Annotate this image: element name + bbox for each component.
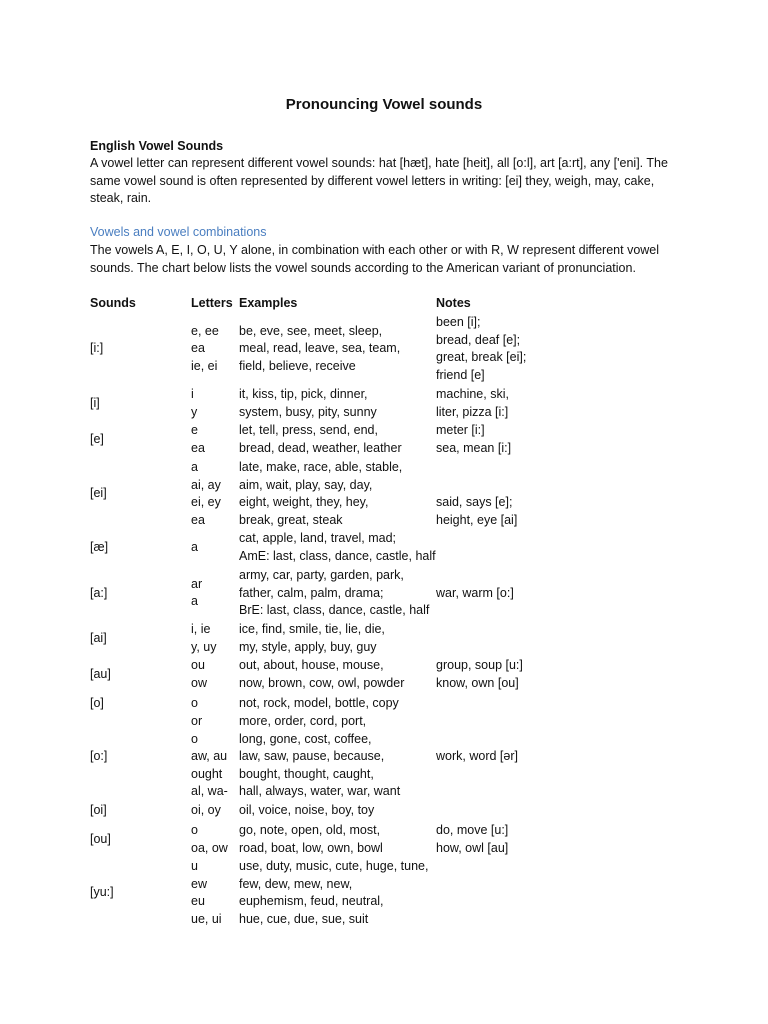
examples-cell-line: bread, dead, weather, leather	[239, 440, 402, 455]
notes-cell-line: work, word [ər]	[436, 749, 518, 763]
sound-cell	[90, 657, 111, 692]
examples-cell-line: aim, wait, play, say, day,	[239, 477, 373, 492]
letters-cell-line: oa, ow	[191, 840, 228, 855]
sound-symbol: [i:]	[90, 341, 104, 356]
table-row	[90, 621, 690, 656]
examples-cell-line: my, style, apply, buy, guy	[239, 639, 377, 654]
examples-cell	[239, 822, 383, 857]
examples-cell-line: eight, weight, they, hey,	[239, 495, 369, 509]
letters-cell	[191, 657, 207, 692]
letters-cell-line: y, uy	[191, 639, 217, 654]
notes-cell-line: group, soup [u:]	[436, 658, 523, 672]
letters-cell	[191, 323, 219, 376]
examples-cell-line: out, about, house, mouse,	[239, 658, 384, 672]
letters-cell	[191, 695, 198, 713]
sound-symbol: [i]	[90, 395, 100, 410]
letters-cell-line: a	[191, 594, 198, 609]
letters-cell-line: ai, ay	[191, 477, 221, 492]
letters-cell-line: e	[191, 423, 198, 437]
letters-cell-line: a	[191, 460, 198, 474]
notes-cell-line: sea, mean [i:]	[436, 440, 512, 455]
notes-cell-line: great, break [ei];	[436, 350, 527, 364]
examples-cell-line: road, boat, low, own, bowl	[239, 840, 383, 855]
table-row	[90, 822, 690, 857]
intro-heading: English Vowel Sounds	[90, 139, 224, 153]
notes-cell-line: bread, deaf [e];	[436, 332, 521, 347]
sound-cell	[90, 695, 104, 713]
table-row	[90, 386, 690, 421]
notes-cell-line: liter, pizza [i:]	[436, 404, 509, 419]
examples-cell	[239, 713, 400, 801]
sound-symbol: [e]	[90, 431, 104, 446]
notes-cell-line: do, move [u:]	[436, 823, 509, 837]
letters-cell-line: ought	[191, 766, 223, 781]
letters-cell-line: y	[191, 404, 198, 419]
notes-cell	[436, 314, 526, 384]
notes-cell-line	[436, 477, 517, 495]
sound-cell	[90, 802, 107, 820]
letters-cell	[191, 858, 222, 928]
letters-cell	[191, 422, 205, 457]
examples-cell	[239, 657, 404, 692]
sound-cell	[90, 567, 107, 620]
sound-cell	[90, 314, 103, 384]
letters-cell-line: ow	[191, 675, 207, 690]
letters-cell	[191, 539, 198, 557]
notes-cell	[436, 422, 511, 457]
examples-cell-line: be, eve, see, meet, sleep,	[239, 323, 383, 338]
sound-symbol: [oi]	[90, 803, 107, 817]
letters-cell	[191, 822, 228, 857]
examples-cell-line: more, order, cord, port,	[239, 714, 367, 728]
table-header-row	[90, 295, 690, 313]
examples-cell-line: army, car, party, garden, park,	[239, 568, 404, 582]
examples-cell-line: euphemism, feud, neutral,	[239, 894, 384, 908]
examples-cell-line: few, dew, mew, new,	[239, 876, 353, 891]
notes-cell-line: how, owl [au]	[436, 840, 509, 855]
examples-cell	[239, 802, 374, 820]
notes-cell	[436, 657, 523, 692]
examples-cell	[239, 386, 377, 421]
section-heading: Vowels and vowel combinations	[90, 225, 267, 239]
letters-cell-line: o	[191, 696, 198, 710]
table-row	[90, 459, 690, 529]
intro-paragraph: A vowel letter can represent different vowel sounds: hat [hæt], hate [heit], all [o:l], art [a:rt], any ['eni]. The same vowel sound is often represented by different vowel letters in writing: [ei] they, weigh, may, cake, steak, rain.	[90, 156, 668, 205]
sound-cell	[90, 822, 111, 857]
examples-cell-line: use, duty, music, cute, huge, tune,	[239, 859, 429, 873]
examples-cell-line: meal, read, leave, sea, team,	[239, 341, 401, 356]
letters-cell-line: ie, ei	[191, 358, 218, 373]
examples-cell-line: law, saw, pause, because,	[239, 749, 385, 763]
notes-cell-line: machine, ski,	[436, 387, 509, 401]
sound-symbol: [ou]	[90, 831, 111, 846]
sound-cell	[90, 422, 104, 457]
sound-cell	[90, 713, 107, 801]
examples-cell	[239, 530, 436, 565]
examples-cell-line: father, calm, palm, drama;	[239, 585, 384, 600]
notes-cell	[436, 459, 517, 529]
letters-cell-line: ea	[191, 512, 205, 527]
letters-cell-line: eu	[191, 894, 205, 908]
examples-cell-line: AmE: last, class, dance, castle, half	[239, 548, 436, 563]
examples-cell-line: ice, find, smile, tie, lie, die,	[239, 622, 385, 636]
table-row	[90, 422, 690, 457]
header-examples: Examples	[239, 296, 298, 310]
letters-cell	[191, 713, 228, 801]
examples-cell-line: let, tell, press, send, end,	[239, 423, 378, 437]
letters-cell-line: oi, oy	[191, 803, 221, 817]
examples-cell	[239, 422, 402, 457]
examples-cell	[239, 858, 428, 928]
notes-cell-line: height, eye [ai]	[436, 512, 518, 527]
table-row	[90, 695, 690, 713]
notes-cell-line: said, says [e];	[436, 495, 513, 509]
examples-cell-line: oil, voice, noise, boy, toy	[239, 803, 375, 817]
letters-cell-line: ea	[191, 440, 205, 455]
notes-cell-line: know, own [ou]	[436, 675, 519, 690]
examples-cell	[239, 695, 399, 713]
sound-cell	[90, 621, 107, 656]
sound-cell	[90, 530, 108, 565]
letters-cell-line: ei, ey	[191, 495, 221, 509]
sound-cell	[90, 459, 107, 529]
letters-cell-line: o	[191, 823, 198, 837]
examples-cell-line: BrE: last, class, dance, castle, half	[239, 603, 430, 617]
examples-cell-line: field, believe, receive	[239, 358, 356, 373]
letters-cell-line: ew	[191, 876, 207, 891]
table-row	[90, 713, 690, 801]
sound-symbol: [yu:]	[90, 885, 114, 900]
notes-cell-line: war, warm [o:]	[436, 585, 514, 600]
table-row	[90, 657, 690, 692]
letters-cell-line: or	[191, 714, 203, 728]
examples-cell	[239, 459, 402, 529]
table-row	[90, 567, 690, 620]
table-row	[90, 314, 690, 384]
examples-cell	[239, 567, 429, 620]
examples-cell-line: system, busy, pity, sunny	[239, 404, 377, 419]
table-row	[90, 858, 690, 928]
sound-symbol: [ai]	[90, 630, 107, 645]
sound-symbol: [au]	[90, 666, 111, 681]
examples-cell-line: hue, cue, due, sue, suit	[239, 911, 369, 926]
notes-cell-line: meter [i:]	[436, 423, 485, 437]
examples-cell-line: bought, thought, caught,	[239, 766, 374, 781]
sound-symbol: [o:]	[90, 749, 108, 763]
table-row	[90, 530, 690, 565]
letters-cell	[191, 386, 197, 421]
examples-cell-line: it, kiss, tip, pick, dinner,	[239, 387, 368, 401]
header-sounds: Sounds	[90, 296, 136, 310]
letters-cell-line: ou	[191, 658, 205, 672]
examples-cell-line: long, gone, cost, coffee,	[239, 731, 372, 746]
sound-symbol: [ei]	[90, 486, 107, 501]
notes-cell-line	[436, 459, 517, 477]
letters-cell-line: i	[191, 387, 194, 401]
letters-cell	[191, 802, 221, 820]
letters-cell-line: al, wa-	[191, 784, 228, 798]
sound-cell	[90, 386, 100, 421]
examples-cell-line: break, great, steak	[239, 512, 343, 527]
letters-cell-line: ea	[191, 341, 205, 356]
letters-cell-line: ar	[191, 576, 203, 591]
examples-cell-line: not, rock, model, bottle, copy	[239, 696, 399, 710]
section-paragraph: The vowels A, E, I, O, U, Y alone, in combination with each other or with R, W represent different vowel sounds. The chart below lists the vowel sounds according to the American variant of pronunciation.	[90, 243, 660, 275]
notes-cell-line: been [i];	[436, 315, 481, 329]
letters-cell	[191, 621, 216, 656]
examples-cell-line: cat, apple, land, travel, mad;	[239, 531, 397, 545]
letters-cell-line: o	[191, 731, 198, 746]
sound-symbol: [a:]	[90, 585, 108, 600]
letters-cell	[191, 459, 221, 529]
letters-cell-line: a	[191, 539, 198, 554]
header-notes: Notes	[436, 296, 471, 310]
page-title: Pronouncing Vowel sounds	[285, 96, 483, 113]
letters-cell-line: ue, ui	[191, 911, 222, 926]
notes-cell	[436, 585, 514, 603]
sound-cell	[90, 858, 114, 928]
examples-cell-line: hall, always, water, war, want	[239, 784, 401, 798]
examples-cell-line: late, make, race, able, stable,	[239, 460, 403, 474]
header-letters: Letters	[191, 296, 233, 310]
notes-cell	[436, 748, 518, 766]
sound-symbol: [o]	[90, 696, 104, 710]
examples-cell	[239, 621, 385, 656]
letters-cell	[191, 576, 202, 611]
examples-cell	[239, 323, 400, 376]
examples-cell-line: go, note, open, old, most,	[239, 823, 381, 837]
letters-cell-line: u	[191, 859, 198, 873]
letters-cell-line: aw, au	[191, 749, 228, 763]
examples-cell-line: now, brown, cow, owl, powder	[239, 675, 405, 690]
letters-cell-line: i, ie	[191, 622, 211, 636]
notes-cell	[436, 386, 509, 421]
notes-cell-line: friend [e]	[436, 367, 485, 382]
sound-symbol: [æ]	[90, 539, 109, 554]
notes-cell	[436, 822, 508, 857]
letters-cell-line: e, ee	[191, 323, 219, 338]
table-row	[90, 802, 690, 820]
